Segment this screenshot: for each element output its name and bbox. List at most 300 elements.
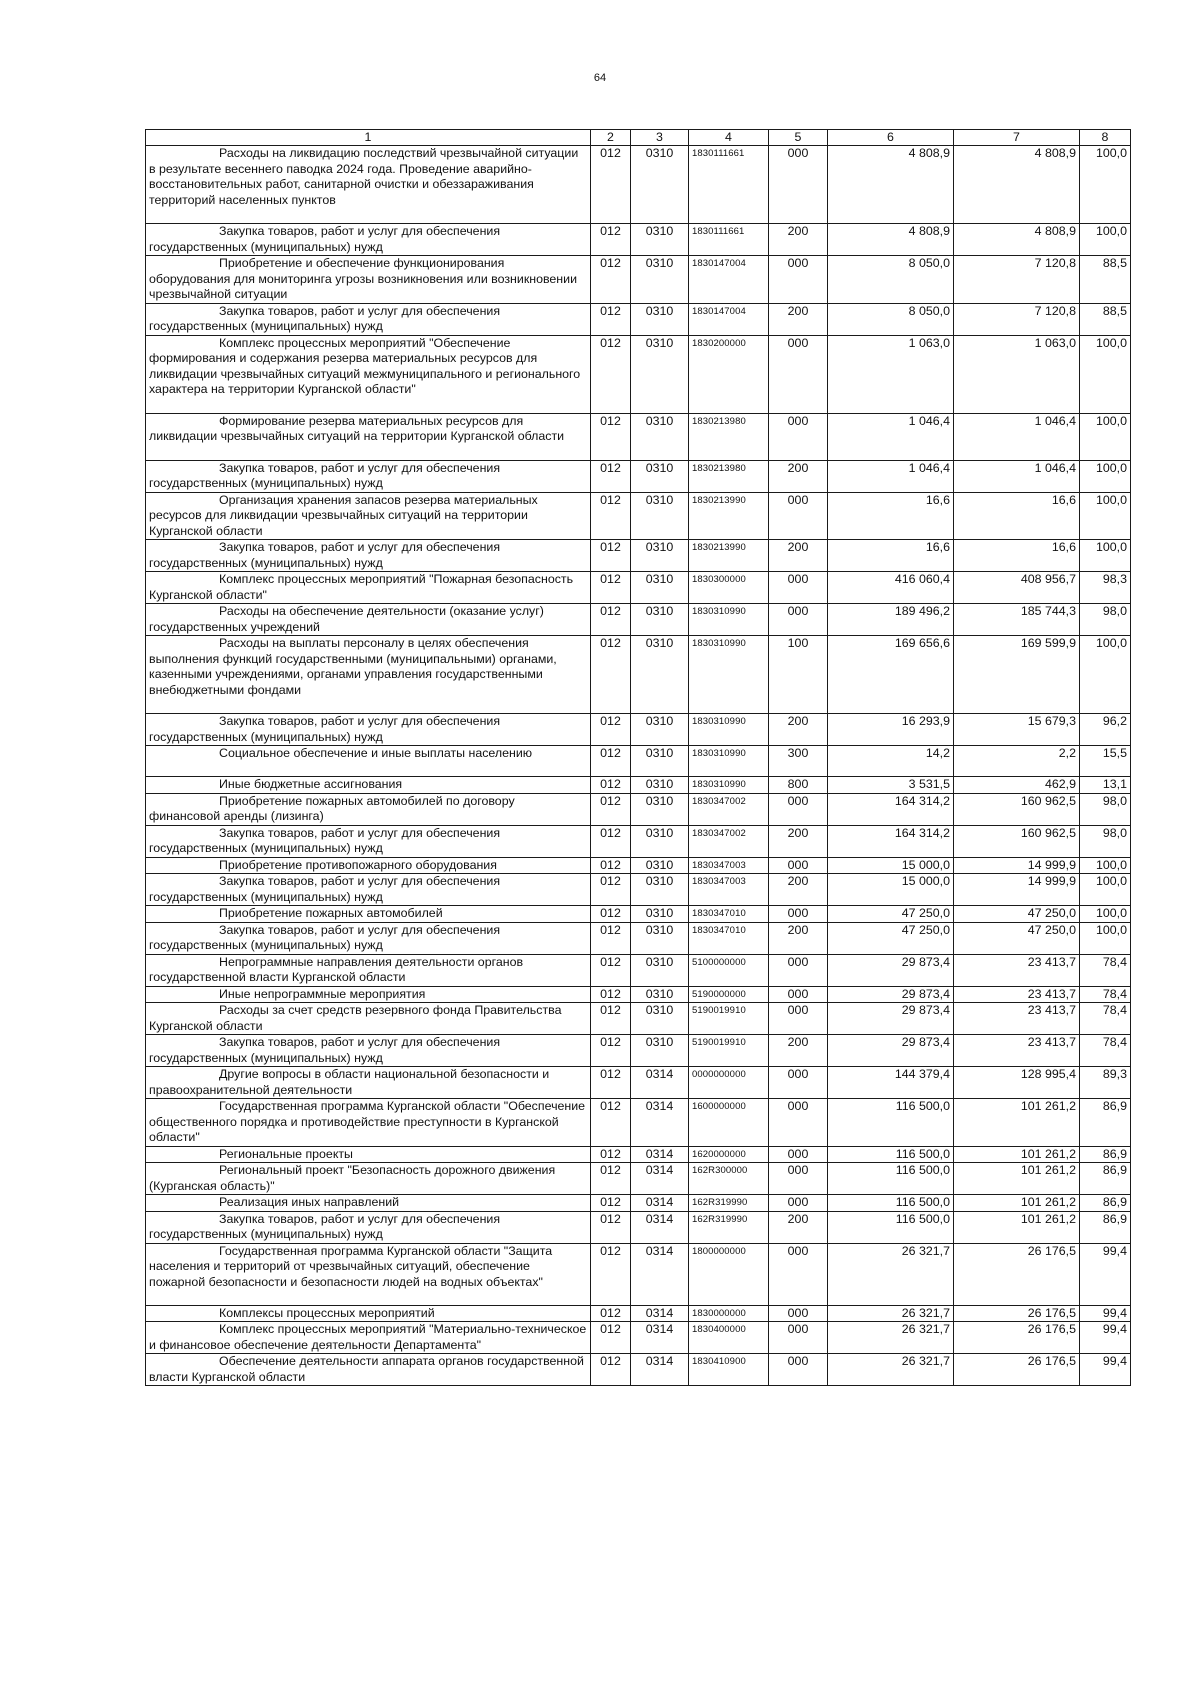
grbs-code-cell: 012 <box>591 1146 631 1163</box>
row-name-cell: Социальное обеспечение и иные выплаты населению <box>146 746 591 777</box>
table-row <box>146 636 1131 714</box>
expense-type-cell: 000 <box>769 954 828 986</box>
target-article-cell: 1830400000 <box>689 1322 769 1354</box>
target-article-cell: 1830000000 <box>689 1305 769 1322</box>
section-code-cell: 0310 <box>631 460 689 492</box>
expense-type-cell: 000 <box>769 146 828 224</box>
planned-amount-cell: 416 060,4 <box>828 572 954 604</box>
executed-amount-cell: 160 962,5 <box>954 825 1080 857</box>
column-header: 4 <box>689 130 769 146</box>
executed-amount-cell: 23 413,7 <box>954 954 1080 986</box>
execution-percent-cell: 99,4 <box>1080 1322 1131 1354</box>
section-code-cell: 0310 <box>631 874 689 906</box>
grbs-code-cell: 012 <box>591 1195 631 1212</box>
executed-amount-cell: 408 956,7 <box>954 572 1080 604</box>
planned-amount-cell: 16,6 <box>828 540 954 572</box>
grbs-code-cell: 012 <box>591 413 631 460</box>
table-row <box>146 1163 1131 1195</box>
row-name-cell: Закупка товаров, работ и услуг для обеспечения государственных (муниципальных) нужд <box>146 303 591 335</box>
expense-type-cell: 000 <box>769 1163 828 1195</box>
table-row <box>146 1003 1131 1035</box>
target-article-cell: 1830310990 <box>689 777 769 794</box>
section-code-cell: 0310 <box>631 793 689 825</box>
section-code-cell: 0310 <box>631 954 689 986</box>
execution-percent-cell: 86,9 <box>1080 1146 1131 1163</box>
table-row <box>146 256 1131 304</box>
budget-table <box>145 129 1131 1386</box>
grbs-code-cell: 012 <box>591 1035 631 1067</box>
planned-amount-cell: 29 873,4 <box>828 986 954 1003</box>
grbs-code-cell: 012 <box>591 335 631 413</box>
expense-type-cell: 000 <box>769 1099 828 1147</box>
table-row <box>146 146 1131 224</box>
planned-amount-cell: 8 050,0 <box>828 303 954 335</box>
target-article-cell: 5190000000 <box>689 986 769 1003</box>
table-row <box>146 303 1131 335</box>
executed-amount-cell: 185 744,3 <box>954 604 1080 636</box>
grbs-code-cell: 012 <box>591 1322 631 1354</box>
table-row <box>146 777 1131 794</box>
section-code-cell: 0310 <box>631 572 689 604</box>
section-code-cell: 0310 <box>631 636 689 714</box>
execution-percent-cell: 99,4 <box>1080 1243 1131 1305</box>
executed-amount-cell: 16,6 <box>954 540 1080 572</box>
executed-amount-cell: 1 046,4 <box>954 460 1080 492</box>
row-name-cell: Иные непрограммные мероприятия <box>146 986 591 1003</box>
target-article-cell: 5100000000 <box>689 954 769 986</box>
expense-type-cell: 000 <box>769 793 828 825</box>
planned-amount-cell: 116 500,0 <box>828 1211 954 1243</box>
target-article-cell: 1830347010 <box>689 922 769 954</box>
table-row <box>146 1067 1131 1099</box>
expense-type-cell: 000 <box>769 857 828 874</box>
target-article-cell: 1830213980 <box>689 413 769 460</box>
execution-percent-cell: 15,5 <box>1080 746 1131 777</box>
execution-percent-cell: 99,4 <box>1080 1354 1131 1386</box>
section-code-cell: 0310 <box>631 906 689 923</box>
grbs-code-cell: 012 <box>591 777 631 794</box>
row-name-cell: Расходы за счет средств резервного фонда Правительства Курганской области <box>146 1003 591 1035</box>
column-header: 2 <box>591 130 631 146</box>
execution-percent-cell: 78,4 <box>1080 954 1131 986</box>
execution-percent-cell: 86,9 <box>1080 1195 1131 1212</box>
section-code-cell: 0310 <box>631 256 689 304</box>
planned-amount-cell: 16 293,9 <box>828 714 954 746</box>
planned-amount-cell: 26 321,7 <box>828 1322 954 1354</box>
expense-type-cell: 000 <box>769 1067 828 1099</box>
section-code-cell: 0314 <box>631 1243 689 1305</box>
section-code-cell: 0314 <box>631 1163 689 1195</box>
row-name-cell: Закупка товаров, работ и услуг для обеспечения государственных (муниципальных) нужд <box>146 922 591 954</box>
execution-percent-cell: 78,4 <box>1080 986 1131 1003</box>
planned-amount-cell: 144 379,4 <box>828 1067 954 1099</box>
table-row <box>146 954 1131 986</box>
row-name-cell: Комплексы процессных мероприятий <box>146 1305 591 1322</box>
planned-amount-cell: 116 500,0 <box>828 1163 954 1195</box>
target-article-cell: 1830347003 <box>689 857 769 874</box>
executed-amount-cell: 128 995,4 <box>954 1067 1080 1099</box>
target-article-cell: 1830111661 <box>689 146 769 224</box>
expense-type-cell: 000 <box>769 1243 828 1305</box>
row-name-cell: Приобретение пожарных автомобилей по договору финансовой аренды (лизинга) <box>146 793 591 825</box>
section-code-cell: 0310 <box>631 224 689 256</box>
grbs-code-cell: 012 <box>591 746 631 777</box>
grbs-code-cell: 012 <box>591 224 631 256</box>
column-header: 6 <box>828 130 954 146</box>
expense-type-cell: 300 <box>769 746 828 777</box>
section-code-cell: 0314 <box>631 1354 689 1386</box>
expense-type-cell: 000 <box>769 1354 828 1386</box>
grbs-code-cell: 012 <box>591 1099 631 1147</box>
section-code-cell: 0310 <box>631 714 689 746</box>
executed-amount-cell: 26 176,5 <box>954 1243 1080 1305</box>
section-code-cell: 0310 <box>631 857 689 874</box>
row-name-cell: Другие вопросы в области национальной безопасности и правоохранительной деятельности <box>146 1067 591 1099</box>
planned-amount-cell: 14,2 <box>828 746 954 777</box>
column-header: 3 <box>631 130 689 146</box>
table-row <box>146 714 1131 746</box>
row-name-cell: Приобретение и обеспечение функционирования оборудования для мониторинга угрозы возникновения или возникновении чрезвычайной ситуации <box>146 256 591 304</box>
grbs-code-cell: 012 <box>591 1003 631 1035</box>
row-name-cell: Закупка товаров, работ и услуг для обеспечения государственных (муниципальных) нужд <box>146 825 591 857</box>
column-header: 8 <box>1080 130 1131 146</box>
planned-amount-cell: 15 000,0 <box>828 874 954 906</box>
expense-type-cell: 000 <box>769 492 828 540</box>
section-code-cell: 0314 <box>631 1099 689 1147</box>
grbs-code-cell: 012 <box>591 604 631 636</box>
executed-amount-cell: 101 261,2 <box>954 1211 1080 1243</box>
expense-type-cell: 000 <box>769 413 828 460</box>
grbs-code-cell: 012 <box>591 1163 631 1195</box>
target-article-cell: 1830147004 <box>689 303 769 335</box>
row-name-cell: Расходы на ликвидацию последствий чрезвычайной ситуации в результате весеннего паводка 2024 года. Проведение аварийно-восстановительных работ, санитарной очистки и обеззараживания территорий населенных пунктов <box>146 146 591 224</box>
table-row <box>146 986 1131 1003</box>
planned-amount-cell: 189 496,2 <box>828 604 954 636</box>
section-code-cell: 0310 <box>631 413 689 460</box>
row-name-cell: Организация хранения запасов резерва материальных ресурсов для ликвидации чрезвычайных ситуаций на территории Курганской области <box>146 492 591 540</box>
executed-amount-cell: 26 176,5 <box>954 1305 1080 1322</box>
execution-percent-cell: 100,0 <box>1080 224 1131 256</box>
expense-type-cell: 100 <box>769 636 828 714</box>
grbs-code-cell: 012 <box>591 1243 631 1305</box>
section-code-cell: 0314 <box>631 1305 689 1322</box>
section-code-cell: 0314 <box>631 1211 689 1243</box>
table-row <box>146 1354 1131 1386</box>
target-article-cell: 1830213980 <box>689 460 769 492</box>
expense-type-cell: 000 <box>769 1305 828 1322</box>
expense-type-cell: 000 <box>769 572 828 604</box>
target-article-cell: 1830213990 <box>689 540 769 572</box>
grbs-code-cell: 012 <box>591 1305 631 1322</box>
planned-amount-cell: 116 500,0 <box>828 1146 954 1163</box>
section-code-cell: 0314 <box>631 1195 689 1212</box>
planned-amount-cell: 1 046,4 <box>828 413 954 460</box>
execution-percent-cell: 100,0 <box>1080 857 1131 874</box>
execution-percent-cell: 89,3 <box>1080 1067 1131 1099</box>
execution-percent-cell: 86,9 <box>1080 1163 1131 1195</box>
target-article-cell: 1830347003 <box>689 874 769 906</box>
section-code-cell: 0310 <box>631 492 689 540</box>
target-article-cell: 1830310990 <box>689 636 769 714</box>
executed-amount-cell: 462,9 <box>954 777 1080 794</box>
execution-percent-cell: 100,0 <box>1080 460 1131 492</box>
target-article-cell: 1620000000 <box>689 1146 769 1163</box>
section-code-cell: 0310 <box>631 303 689 335</box>
row-name-cell: Комплекс процессных мероприятий "Материально-техническое и финансовое обеспечение деятельности Департамента" <box>146 1322 591 1354</box>
executed-amount-cell: 47 250,0 <box>954 906 1080 923</box>
page-number: 64 <box>593 72 607 84</box>
planned-amount-cell: 164 314,2 <box>828 825 954 857</box>
executed-amount-cell: 7 120,8 <box>954 303 1080 335</box>
grbs-code-cell: 012 <box>591 636 631 714</box>
planned-amount-cell: 47 250,0 <box>828 922 954 954</box>
section-code-cell: 0310 <box>631 1003 689 1035</box>
table-row <box>146 825 1131 857</box>
executed-amount-cell: 101 261,2 <box>954 1146 1080 1163</box>
table-row <box>146 746 1131 777</box>
executed-amount-cell: 1 063,0 <box>954 335 1080 413</box>
table-row <box>146 540 1131 572</box>
target-article-cell: 1830410900 <box>689 1354 769 1386</box>
planned-amount-cell: 169 656,6 <box>828 636 954 714</box>
expense-type-cell: 200 <box>769 540 828 572</box>
expense-type-cell: 200 <box>769 874 828 906</box>
row-name-cell: Обеспечение деятельности аппарата органов государственной власти Курганской области <box>146 1354 591 1386</box>
section-code-cell: 0310 <box>631 825 689 857</box>
section-code-cell: 0310 <box>631 604 689 636</box>
row-name-cell: Региональные проекты <box>146 1146 591 1163</box>
row-name-cell: Государственная программа Курганской области "Защита населения и территорий от чрезвычайных ситуаций, обеспечение пожарной безопасности и безопасности людей на водных объектах" <box>146 1243 591 1305</box>
planned-amount-cell: 29 873,4 <box>828 1035 954 1067</box>
header-row <box>146 130 1131 146</box>
column-header: 5 <box>769 130 828 146</box>
target-article-cell: 1830213990 <box>689 492 769 540</box>
target-article-cell: 162R319990 <box>689 1211 769 1243</box>
table-row <box>146 460 1131 492</box>
table-row <box>146 857 1131 874</box>
executed-amount-cell: 23 413,7 <box>954 1003 1080 1035</box>
table-row <box>146 335 1131 413</box>
planned-amount-cell: 29 873,4 <box>828 954 954 986</box>
executed-amount-cell: 23 413,7 <box>954 986 1080 1003</box>
grbs-code-cell: 012 <box>591 146 631 224</box>
executed-amount-cell: 47 250,0 <box>954 922 1080 954</box>
expense-type-cell: 200 <box>769 303 828 335</box>
execution-percent-cell: 100,0 <box>1080 874 1131 906</box>
executed-amount-cell: 1 046,4 <box>954 413 1080 460</box>
row-name-cell: Государственная программа Курганской области "Обеспечение общественного порядка и противодействие преступности в Курганской области" <box>146 1099 591 1147</box>
expense-type-cell: 000 <box>769 256 828 304</box>
planned-amount-cell: 8 050,0 <box>828 256 954 304</box>
execution-percent-cell: 100,0 <box>1080 492 1131 540</box>
target-article-cell: 1830310990 <box>689 746 769 777</box>
target-article-cell: 1830310990 <box>689 714 769 746</box>
executed-amount-cell: 16,6 <box>954 492 1080 540</box>
row-name-cell: Закупка товаров, работ и услуг для обеспечения государственных (муниципальных) нужд <box>146 460 591 492</box>
execution-percent-cell: 13,1 <box>1080 777 1131 794</box>
section-code-cell: 0314 <box>631 1146 689 1163</box>
executed-amount-cell: 101 261,2 <box>954 1099 1080 1147</box>
expense-type-cell: 200 <box>769 1211 828 1243</box>
table-row <box>146 1243 1131 1305</box>
execution-percent-cell: 78,4 <box>1080 1035 1131 1067</box>
grbs-code-cell: 012 <box>591 825 631 857</box>
grbs-code-cell: 012 <box>591 874 631 906</box>
execution-percent-cell: 98,0 <box>1080 793 1131 825</box>
row-name-cell: Региональный проект "Безопасность дорожного движения (Курганская область)" <box>146 1163 591 1195</box>
row-name-cell: Закупка товаров, работ и услуг для обеспечения государственных (муниципальных) нужд <box>146 1035 591 1067</box>
row-name-cell: Закупка товаров, работ и услуг для обеспечения государственных (муниципальных) нужд <box>146 874 591 906</box>
expense-type-cell: 200 <box>769 714 828 746</box>
section-code-cell: 0310 <box>631 922 689 954</box>
planned-amount-cell: 26 321,7 <box>828 1305 954 1322</box>
grbs-code-cell: 012 <box>591 986 631 1003</box>
grbs-code-cell: 012 <box>591 793 631 825</box>
table-row <box>146 224 1131 256</box>
execution-percent-cell: 100,0 <box>1080 922 1131 954</box>
target-article-cell: 0000000000 <box>689 1067 769 1099</box>
grbs-code-cell: 012 <box>591 857 631 874</box>
planned-amount-cell: 116 500,0 <box>828 1195 954 1212</box>
expense-type-cell: 000 <box>769 1322 828 1354</box>
grbs-code-cell: 012 <box>591 492 631 540</box>
execution-percent-cell: 100,0 <box>1080 906 1131 923</box>
executed-amount-cell: 2,2 <box>954 746 1080 777</box>
target-article-cell: 1830200000 <box>689 335 769 413</box>
section-code-cell: 0310 <box>631 1035 689 1067</box>
grbs-code-cell: 012 <box>591 460 631 492</box>
target-article-cell: 1800000000 <box>689 1243 769 1305</box>
section-code-cell: 0310 <box>631 540 689 572</box>
target-article-cell: 1830347002 <box>689 793 769 825</box>
table-row <box>146 1305 1131 1322</box>
expense-type-cell: 200 <box>769 1035 828 1067</box>
section-code-cell: 0310 <box>631 746 689 777</box>
target-article-cell: 5190019910 <box>689 1003 769 1035</box>
expense-type-cell: 000 <box>769 1003 828 1035</box>
execution-percent-cell: 88,5 <box>1080 256 1131 304</box>
target-article-cell: 1830347002 <box>689 825 769 857</box>
column-header: 1 <box>146 130 591 146</box>
planned-amount-cell: 4 808,9 <box>828 146 954 224</box>
table-row <box>146 413 1131 460</box>
grbs-code-cell: 012 <box>591 1211 631 1243</box>
planned-amount-cell: 47 250,0 <box>828 906 954 923</box>
table-row <box>146 906 1131 923</box>
section-code-cell: 0310 <box>631 146 689 224</box>
table-row <box>146 604 1131 636</box>
section-code-cell: 0310 <box>631 335 689 413</box>
section-code-cell: 0310 <box>631 986 689 1003</box>
planned-amount-cell: 1 046,4 <box>828 460 954 492</box>
execution-percent-cell: 100,0 <box>1080 413 1131 460</box>
execution-percent-cell: 99,4 <box>1080 1305 1131 1322</box>
planned-amount-cell: 164 314,2 <box>828 793 954 825</box>
target-article-cell: 162R319990 <box>689 1195 769 1212</box>
executed-amount-cell: 101 261,2 <box>954 1163 1080 1195</box>
expense-type-cell: 000 <box>769 906 828 923</box>
execution-percent-cell: 88,5 <box>1080 303 1131 335</box>
executed-amount-cell: 15 679,3 <box>954 714 1080 746</box>
grbs-code-cell: 012 <box>591 256 631 304</box>
grbs-code-cell: 012 <box>591 714 631 746</box>
row-name-cell: Приобретение пожарных автомобилей <box>146 906 591 923</box>
expense-type-cell: 200 <box>769 825 828 857</box>
executed-amount-cell: 169 599,9 <box>954 636 1080 714</box>
row-name-cell: Формирование резерва материальных ресурсов для ликвидации чрезвычайных ситуаций на территории Курганской области <box>146 413 591 460</box>
expense-type-cell: 200 <box>769 460 828 492</box>
executed-amount-cell: 14 999,9 <box>954 857 1080 874</box>
table-row <box>146 1322 1131 1354</box>
table-row <box>146 874 1131 906</box>
target-article-cell: 5190019910 <box>689 1035 769 1067</box>
row-name-cell: Закупка товаров, работ и услуг для обеспечения государственных (муниципальных) нужд <box>146 714 591 746</box>
execution-percent-cell: 78,4 <box>1080 1003 1131 1035</box>
target-article-cell: 1830310990 <box>689 604 769 636</box>
table-row <box>146 572 1131 604</box>
row-name-cell: Расходы на обеспечение деятельности (оказание услуг) государственных учреждений <box>146 604 591 636</box>
execution-percent-cell: 98,0 <box>1080 604 1131 636</box>
execution-percent-cell: 100,0 <box>1080 146 1131 224</box>
executed-amount-cell: 23 413,7 <box>954 1035 1080 1067</box>
section-code-cell: 0310 <box>631 777 689 794</box>
execution-percent-cell: 96,2 <box>1080 714 1131 746</box>
grbs-code-cell: 012 <box>591 540 631 572</box>
expense-type-cell: 000 <box>769 1195 828 1212</box>
planned-amount-cell: 1 063,0 <box>828 335 954 413</box>
executed-amount-cell: 160 962,5 <box>954 793 1080 825</box>
row-name-cell: Закупка товаров, работ и услуг для обеспечения государственных (муниципальных) нужд <box>146 1211 591 1243</box>
execution-percent-cell: 98,3 <box>1080 572 1131 604</box>
execution-percent-cell: 100,0 <box>1080 636 1131 714</box>
grbs-code-cell: 012 <box>591 303 631 335</box>
execution-percent-cell: 100,0 <box>1080 335 1131 413</box>
table-row <box>146 1146 1131 1163</box>
execution-percent-cell: 100,0 <box>1080 540 1131 572</box>
section-code-cell: 0314 <box>631 1322 689 1354</box>
table-row <box>146 793 1131 825</box>
planned-amount-cell: 116 500,0 <box>828 1099 954 1147</box>
row-name-cell: Реализация иных направлений <box>146 1195 591 1212</box>
row-name-cell: Приобретение противопожарного оборудования <box>146 857 591 874</box>
executed-amount-cell: 101 261,2 <box>954 1195 1080 1212</box>
grbs-code-cell: 012 <box>591 922 631 954</box>
grbs-code-cell: 012 <box>591 1354 631 1386</box>
table-row <box>146 1211 1131 1243</box>
planned-amount-cell: 29 873,4 <box>828 1003 954 1035</box>
planned-amount-cell: 3 531,5 <box>828 777 954 794</box>
column-header: 7 <box>954 130 1080 146</box>
executed-amount-cell: 14 999,9 <box>954 874 1080 906</box>
expense-type-cell: 200 <box>769 224 828 256</box>
executed-amount-cell: 4 808,9 <box>954 224 1080 256</box>
grbs-code-cell: 012 <box>591 906 631 923</box>
grbs-code-cell: 012 <box>591 954 631 986</box>
executed-amount-cell: 26 176,5 <box>954 1322 1080 1354</box>
row-name-cell: Комплекс процессных мероприятий "Пожарная безопасность Курганской области" <box>146 572 591 604</box>
row-name-cell: Расходы на выплаты персоналу в целях обеспечения выполнения функций государственными (муниципальными) органами, казенными учреждениями, органами управления государственными внебюджетными фондами <box>146 636 591 714</box>
row-name-cell: Комплекс процессных мероприятий "Обеспечение формирования и содержания резерва материальных ресурсов для ликвидации чрезвычайных ситуаций межмуниципального и регионального характера на территории Курганской области" <box>146 335 591 413</box>
table-row <box>146 1195 1131 1212</box>
expense-type-cell: 200 <box>769 922 828 954</box>
executed-amount-cell: 7 120,8 <box>954 256 1080 304</box>
row-name-cell: Непрограммные направления деятельности органов государственной власти Курганской области <box>146 954 591 986</box>
row-name-cell: Закупка товаров, работ и услуг для обеспечения государственных (муниципальных) нужд <box>146 540 591 572</box>
target-article-cell: 162R300000 <box>689 1163 769 1195</box>
planned-amount-cell: 16,6 <box>828 492 954 540</box>
execution-percent-cell: 86,9 <box>1080 1211 1131 1243</box>
table-row <box>146 1035 1131 1067</box>
